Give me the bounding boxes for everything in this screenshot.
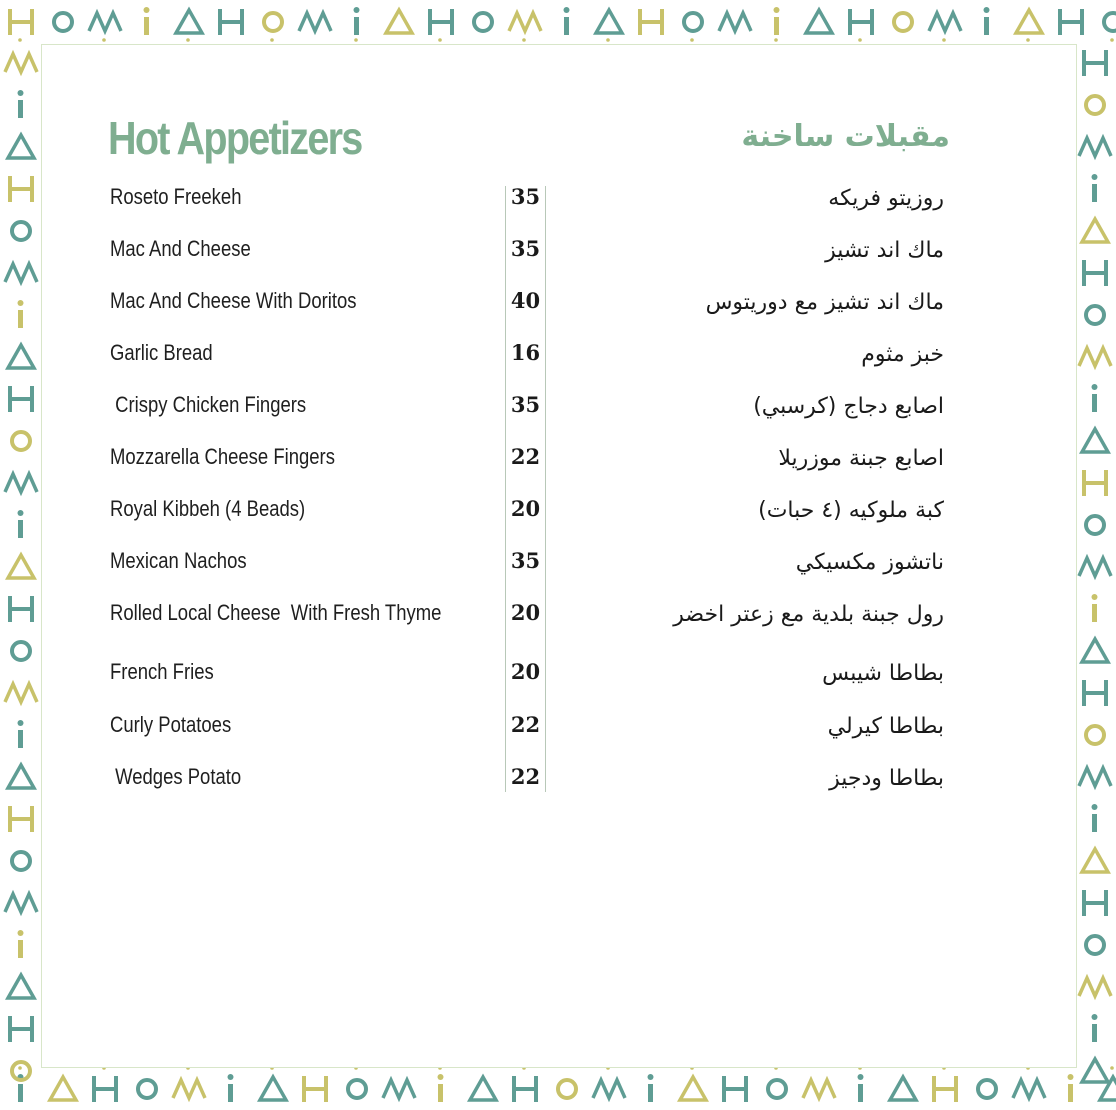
item-name-english: Wedges Potato [110,764,242,789]
item-name-english: Crispy Chicken Fingers [110,392,307,417]
item-name-english: Mozzarella Cheese Fingers [110,444,335,469]
menu-item [0,437,1116,477]
item-name-english: Roseto Freekeh [110,184,242,209]
menu-item [0,757,1116,797]
item-name-english: Mexican Nachos [110,548,247,573]
item-name-arabic: بطاطا كيرلي [827,714,944,739]
menu-item [0,333,1116,373]
item-price: 16 [510,340,541,365]
item-price: 35 [510,392,541,417]
item-name-arabic: اصابع جبنة موزريلا [778,446,944,471]
menu-item [0,705,1116,745]
item-name-english: French Fries [110,659,214,684]
item-price: 20 [510,496,541,521]
item-price: 35 [510,548,541,573]
menu-item [0,177,1116,217]
item-name-arabic: كبة ملوكيه (٤ حبات) [758,498,944,523]
item-name-arabic: ماك اند تشيز [825,238,944,263]
menu-item [0,281,1116,321]
item-name-arabic: روزيتو فريكه [828,186,944,211]
item-name-arabic: ناتشوز مكسيكي [795,550,944,575]
item-price: 22 [510,764,541,789]
item-price: 40 [510,288,541,313]
item-price: 35 [510,184,541,209]
item-price: 35 [510,236,541,261]
item-name-arabic: رول جبنة بلدية مع زعتر اخضر [673,602,944,627]
menu-item [0,652,1116,692]
item-price: 20 [510,659,541,684]
item-price: 22 [510,444,541,469]
menu-item [0,541,1116,581]
menu-item [0,385,1116,425]
menu-item [0,593,1116,633]
item-price: 20 [510,600,541,625]
menu-item [0,229,1116,269]
item-name-arabic: ماك اند تشيز مع دوريتوس [705,290,944,315]
item-name-arabic: خبز مثوم [861,342,944,367]
item-name-english: Mac And Cheese [110,236,251,261]
menu-item [0,489,1116,529]
section-title-arabic: مقبلات ساخنة [741,119,950,154]
item-name-english: Garlic Bread [110,340,213,365]
item-name-arabic: بطاطا ودجيز [829,766,944,791]
item-name-english: Mac And Cheese With Doritos [110,288,357,313]
item-price: 22 [510,712,541,737]
section-title-english: Hot Appetizers [108,112,362,164]
item-name-arabic: بطاطا شيبس [822,661,944,686]
item-name-english: Rolled Local Cheese With Fresh Thyme [110,600,442,625]
item-name-english: Royal Kibbeh (4 Beads) [110,496,306,521]
item-name-arabic: اصابع دجاج (كرسبي) [753,394,944,419]
item-name-english: Curly Potatoes [110,712,232,737]
